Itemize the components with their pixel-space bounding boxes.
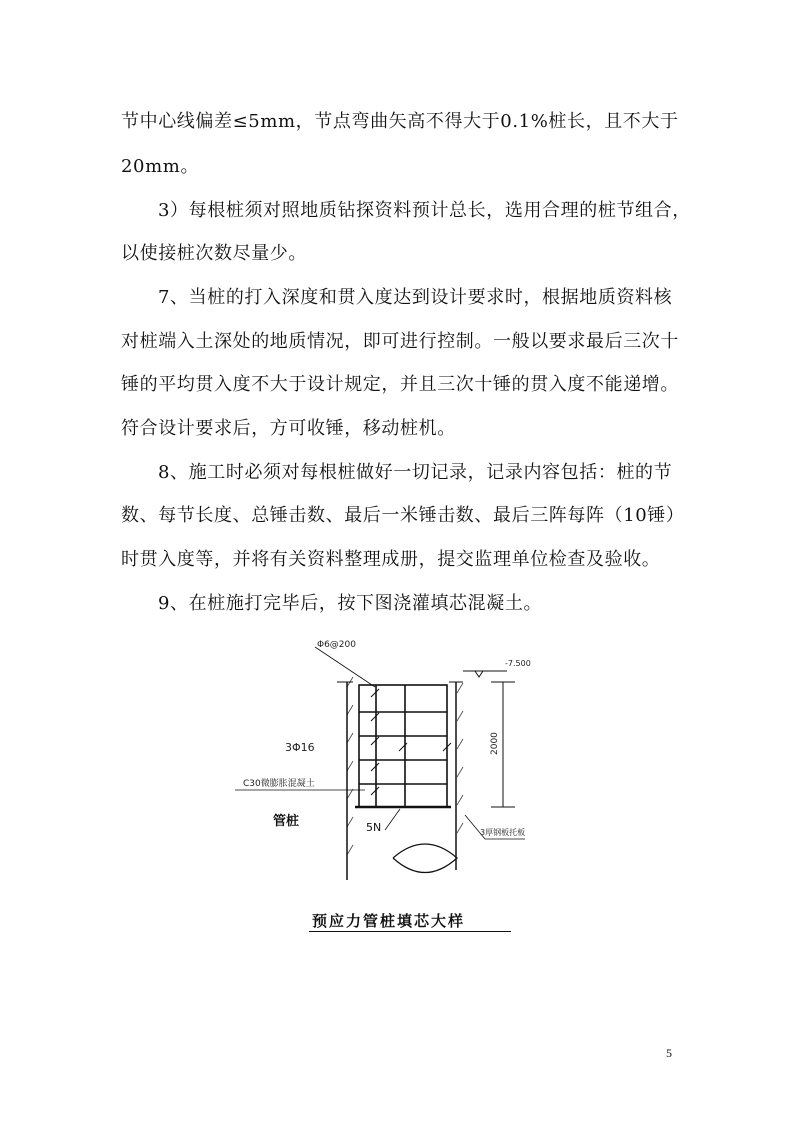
stirrup-label: Φ6@200 xyxy=(317,640,356,650)
soil-hatch-left xyxy=(347,677,353,855)
soil-hatch-right xyxy=(457,683,463,833)
stirrup-leader xyxy=(315,647,375,687)
stirrup-hooks xyxy=(371,689,451,795)
plate-leader xyxy=(385,809,400,830)
paragraph-line: 时贯入度等，并将有关资料整理成册，提交监理单位检查及验收。 xyxy=(121,549,661,570)
plate-note-label: 3厚钢板托板 xyxy=(480,828,526,837)
paragraph-line: 节中心线偏差≤5mm，节点弯曲矢高不得大于0.1%桩长，且不大于 xyxy=(121,111,679,132)
paragraph-line: 数、每节长度、总锤击数、最后一米锤击数、最后三阵每阵（10锤） xyxy=(121,505,685,526)
figure-caption: 预应力管桩填芯大样 xyxy=(312,912,466,930)
elevation-label: -7.500 xyxy=(505,659,531,668)
paragraph-line: 锤的平均贯入度不大于设计规定，并且三次十锤的贯入度不能递增。 xyxy=(121,374,679,395)
paragraph-line: 7、当桩的打入深度和贯入度达到设计要求时，根据地质资料核 xyxy=(158,287,673,308)
paragraph-line: 3）每根桩须对照地质钻探资料预计总长，选用合理的桩节组合， xyxy=(158,200,691,221)
pile-label: 管桩 xyxy=(273,814,300,829)
rebar-cage xyxy=(359,685,447,807)
paragraph-line: 以使接桩次数尽量少。 xyxy=(121,243,307,264)
paragraph-line: 20mm。 xyxy=(121,156,200,177)
paragraph-line: 符合设计要求后，方可收锤，移动桩机。 xyxy=(121,418,456,439)
rebar-label: 3Φ16 xyxy=(285,741,315,754)
page-number: 5 xyxy=(666,1046,672,1060)
paragraph-line: 9、在桩施打完毕后，按下图浇灌填芯混凝土。 xyxy=(158,593,543,614)
caption-underline xyxy=(309,931,511,932)
break-line xyxy=(393,844,457,873)
paragraph-line: 8、施工时必须对每根桩做好一切记录，记录内容包括：桩的节 xyxy=(158,462,673,483)
elevation-marker xyxy=(463,671,507,677)
concrete-label: C30微膨胀混凝土 xyxy=(243,779,315,789)
paragraph-line: 对桩端入土深处的地质情况，即可进行控制。一般以要求最后三次十 xyxy=(121,331,679,352)
plate-label: 5N xyxy=(366,821,382,834)
dimension-label: 2000 xyxy=(490,732,500,755)
pile-infill-detail-drawing xyxy=(225,625,555,890)
